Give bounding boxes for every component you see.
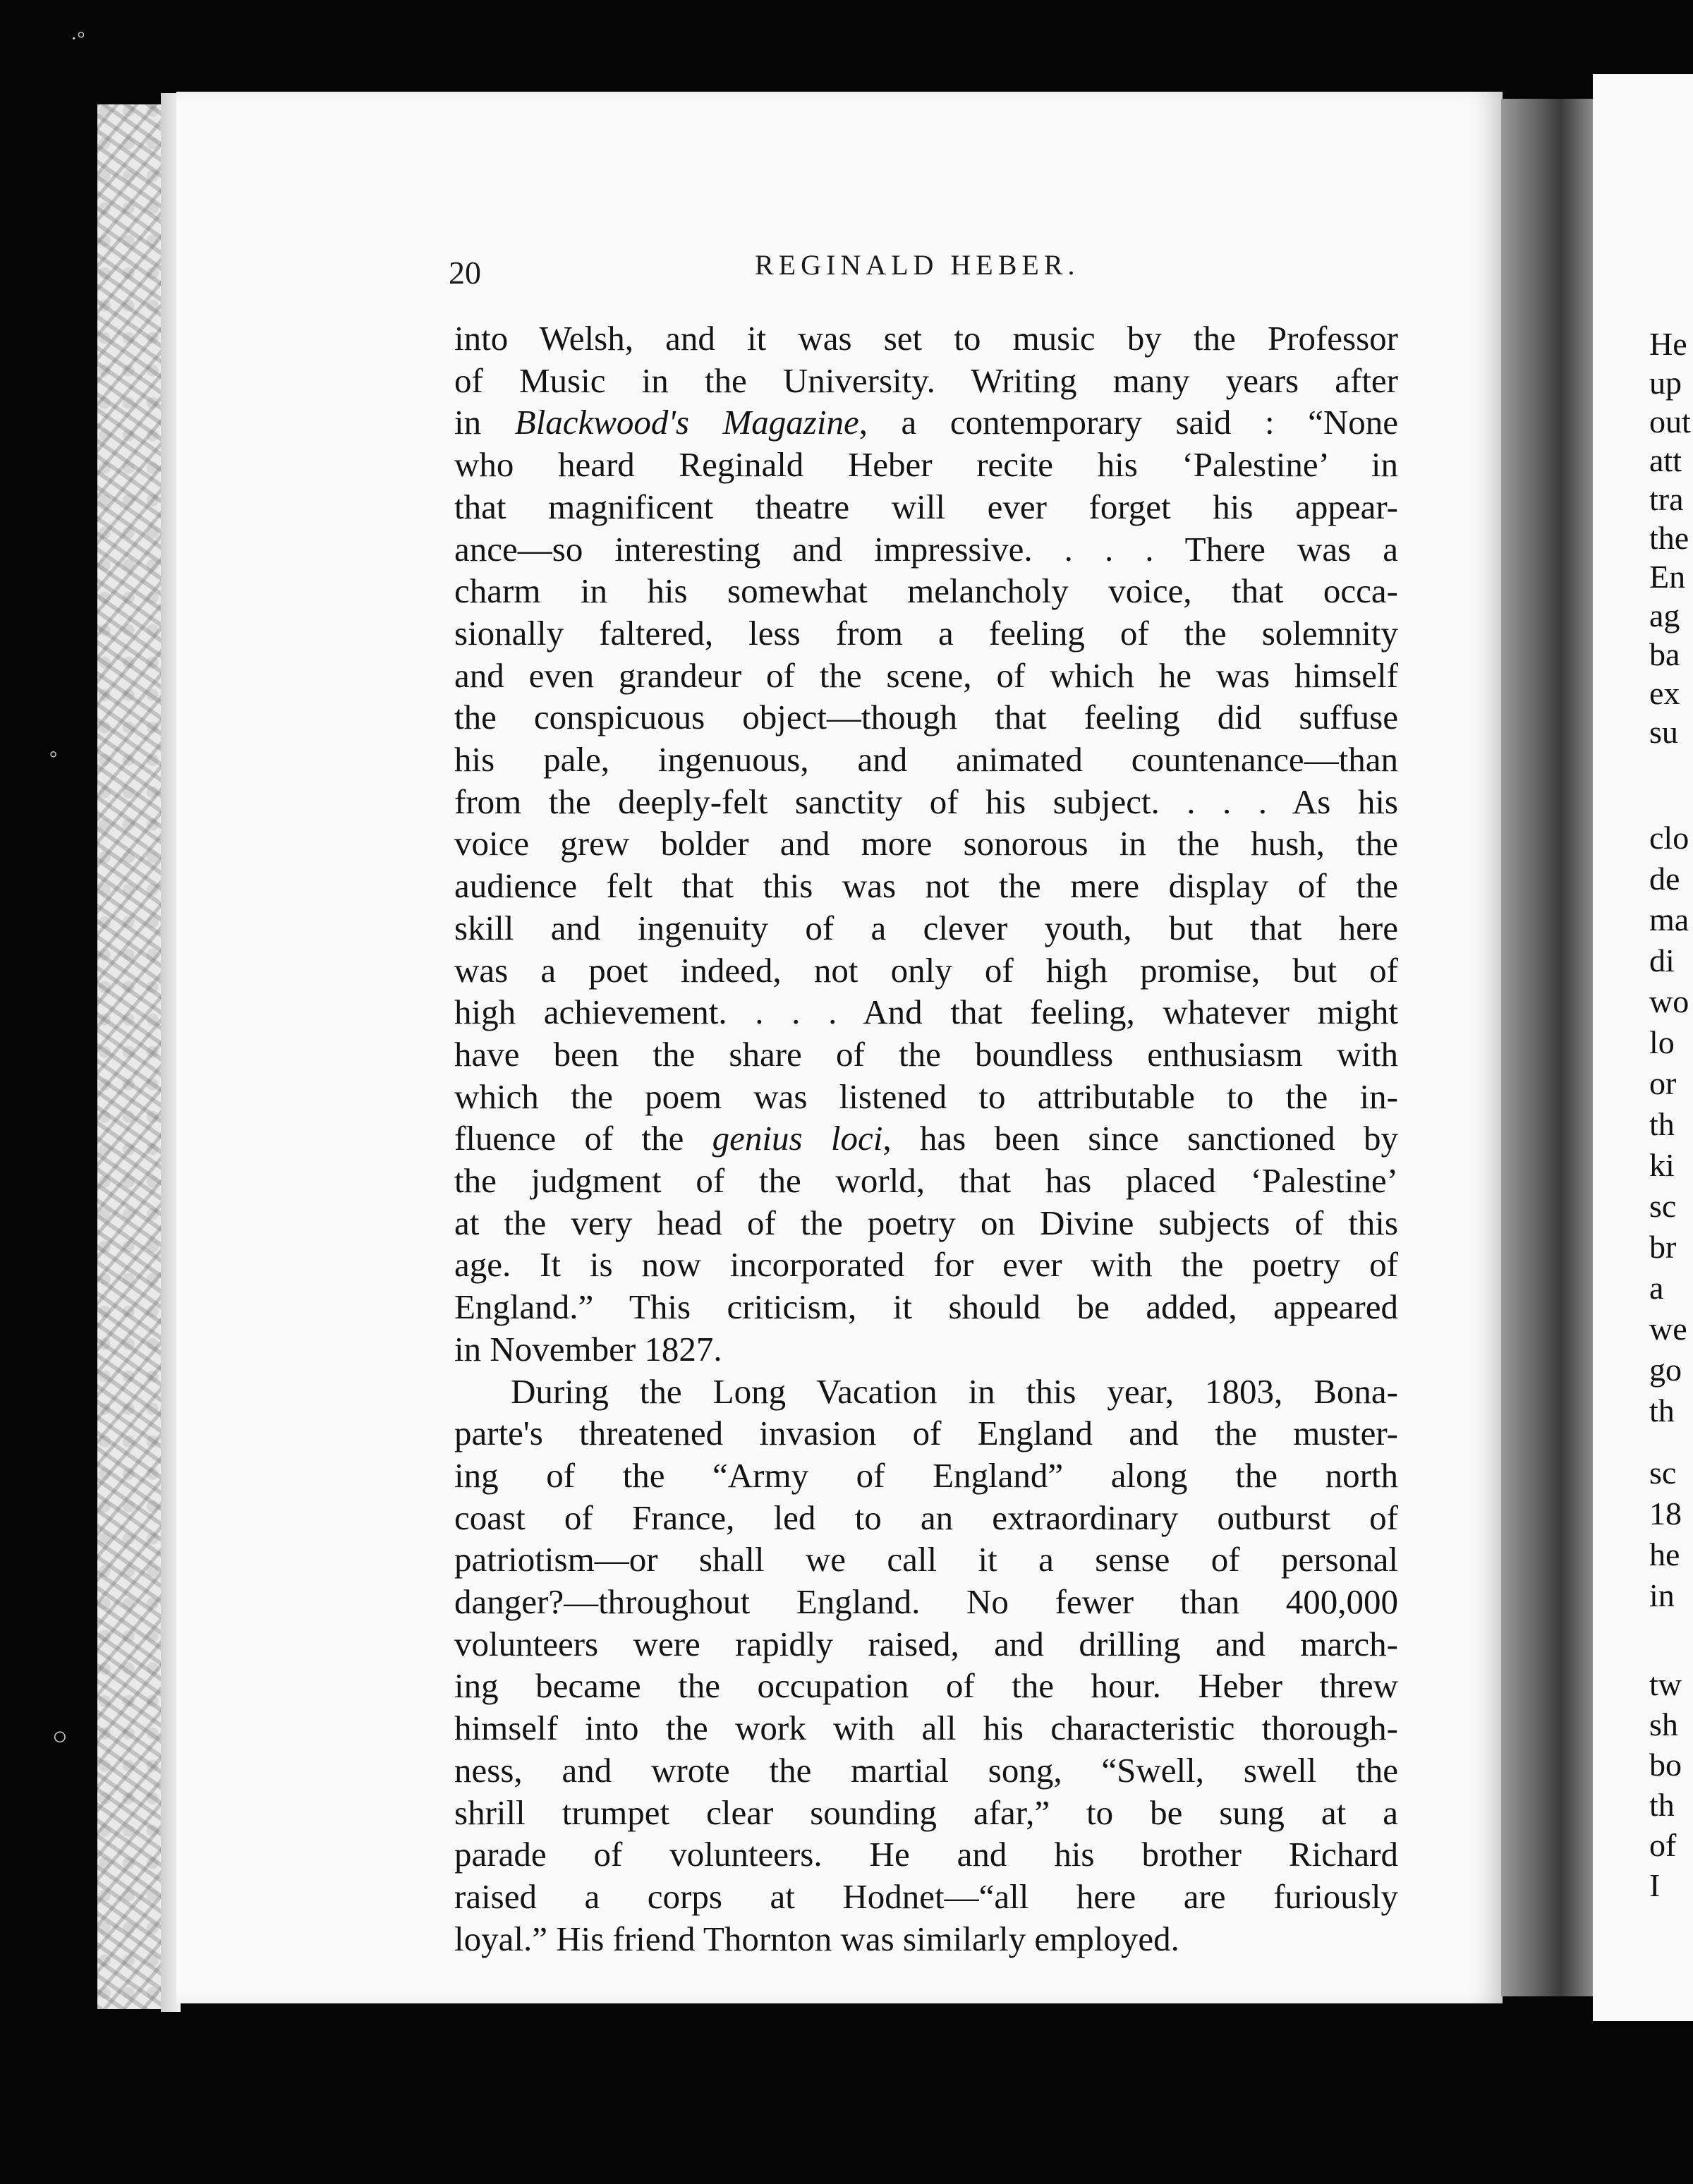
facing-page-fragment: sc: [1649, 1188, 1677, 1224]
facing-page-fragment: ma: [1649, 902, 1689, 938]
decorative-endpaper: [97, 104, 165, 2009]
facing-page-fragment: sh: [1649, 1706, 1678, 1742]
facing-page-fragment: wo: [1649, 983, 1689, 1019]
facing-page-fragment: th: [1649, 1393, 1675, 1428]
facing-page-fragment: I: [1649, 1867, 1661, 1903]
facing-page-fragment: ba: [1649, 636, 1680, 672]
facing-page-fragment: we: [1649, 1311, 1687, 1347]
facing-page-fragment: tra: [1649, 481, 1684, 517]
facing-page-fragment: up: [1649, 365, 1682, 401]
facing-page-fragment: lo: [1649, 1024, 1675, 1060]
facing-page-fragment: de: [1649, 861, 1680, 897]
body-line: was a poet indeed, not only of high promise, but of: [454, 951, 1398, 990]
body-line: at the very head of the poetry on Divine subjects of this: [454, 1203, 1398, 1242]
body-line: and even grandeur of the scene, of which he was himself: [454, 656, 1398, 695]
facing-page-edge: [1593, 74, 1693, 2021]
facing-page-fragment: bo: [1649, 1747, 1682, 1783]
scan-artifact: ·°: [71, 28, 85, 50]
body-line: ing of the “Army of England” along the north: [454, 1456, 1398, 1495]
body-line: into Welsh, and it was set to music by the Professor: [454, 319, 1398, 358]
scan-artifact: °: [49, 748, 58, 770]
facing-page-fragment: the: [1649, 520, 1689, 556]
body-line: that magnificent theatre will ever forget his appear-: [454, 487, 1398, 526]
running-head-text: REGINALD HEBER.: [755, 249, 1080, 281]
facing-page-fragment: En: [1649, 559, 1686, 595]
body-line: have been the share of the boundless enthusiasm with: [454, 1035, 1398, 1074]
body-line: age. It is now incorporated for ever with the poetry of: [454, 1245, 1398, 1284]
body-line: patriotism—or shall we call it a sense of personal: [454, 1540, 1398, 1579]
facing-page-fragment: in: [1649, 1577, 1675, 1613]
facing-page-fragment: a: [1649, 1270, 1664, 1306]
body-line: England.” This criticism, it should be added, appeared: [454, 1287, 1398, 1326]
body-line: shrill trumpet clear sounding afar,” to be sung at a: [454, 1793, 1398, 1832]
body-line: parade of volunteers. He and his brother Richard: [454, 1835, 1398, 1874]
book-spine-shadow: [1501, 99, 1593, 1996]
body-line: of Music in the University. Writing many years after: [454, 361, 1398, 400]
facing-page-fragment: att: [1649, 442, 1682, 478]
body-line: himself into the work with all his characteristic thorough-: [454, 1709, 1398, 1747]
body-line: During the Long Vacation in this year, 1803, Bona-: [511, 1372, 1398, 1411]
facing-page-fragment: su: [1649, 714, 1678, 750]
body-line: ness, and wrote the martial song, “Swell, swell the: [454, 1751, 1398, 1790]
body-line: ance—so interesting and impressive. . . . There was a: [454, 530, 1398, 569]
facing-page-fragment: th: [1649, 1787, 1675, 1823]
body-line: high achievement. . . . And that feeling, whatever might: [454, 993, 1398, 1031]
body-line: audience felt that this was not the mere display of the: [454, 866, 1398, 905]
scan-artifact: ○: [52, 1722, 68, 1750]
body-line: in November 1827.: [454, 1330, 722, 1369]
body-line: who heard Reginald Heber recite his ‘Palestine’ in: [454, 445, 1398, 484]
facing-page-fragment: tw: [1649, 1666, 1682, 1702]
body-line: the conspicuous object—though that feeling did suffuse: [454, 698, 1398, 736]
facing-page-fragment: br: [1649, 1229, 1677, 1265]
facing-page-fragment: ex: [1649, 675, 1680, 711]
facing-page-fragment: He: [1649, 326, 1687, 362]
facing-page-fragment: clo: [1649, 820, 1689, 856]
body-line: skill and ingenuity of a clever youth, but that here: [454, 909, 1398, 947]
facing-page-fragment: ag: [1649, 597, 1680, 633]
body-line: his pale, ingenuous, and animated countenance—than: [454, 740, 1398, 779]
facing-page-fragment: go: [1649, 1352, 1682, 1388]
page-number: 20: [449, 255, 481, 291]
body-line: which the poem was listened to attributable to the in-: [454, 1077, 1398, 1116]
facing-page-fragment: ki: [1649, 1147, 1675, 1183]
body-line: in Blackwood's Magazine, a contemporary said : “None: [454, 403, 1398, 442]
body-line: parte's threatened invasion of England and the muster-: [454, 1414, 1398, 1452]
body-line: ing became the occupation of the hour. Heber threw: [454, 1666, 1398, 1705]
body-line: sionally faltered, less from a feeling of the solemnity: [454, 614, 1398, 653]
body-line: loyal.” His friend Thornton was similarly employed.: [454, 1919, 1179, 1958]
body-line: danger?—throughout England. No fewer than 400,000: [454, 1582, 1398, 1621]
facing-page-fragment: di: [1649, 942, 1675, 978]
body-line: from the deeply-felt sanctity of his subject. . . . As his: [454, 782, 1398, 821]
body-line: raised a corps at Hodnet—“all here are furiously: [454, 1877, 1398, 1916]
facing-page-fragment: 18: [1649, 1496, 1682, 1531]
facing-page-fragment: or: [1649, 1065, 1677, 1101]
facing-page-fragment: of: [1649, 1827, 1677, 1863]
body-line: voice grew bolder and more sonorous in the hush, the: [454, 824, 1398, 863]
facing-page-fragment: he: [1649, 1536, 1680, 1572]
facing-page-fragment: out: [1649, 404, 1691, 439]
body-line: coast of France, led to an extraordinary outburst of: [454, 1498, 1398, 1537]
facing-page-fragment: sc: [1649, 1455, 1677, 1491]
body-line: volunteers were rapidly raised, and drilling and march-: [454, 1625, 1398, 1663]
facing-page-fragment: th: [1649, 1106, 1675, 1142]
body-line: the judgment of the world, that has placed ‘Palestine’: [454, 1161, 1398, 1200]
body-line: fluence of the genius loci, has been since sanctioned by: [454, 1119, 1398, 1158]
body-line: charm in his somewhat melancholy voice, that occa-: [454, 571, 1398, 610]
